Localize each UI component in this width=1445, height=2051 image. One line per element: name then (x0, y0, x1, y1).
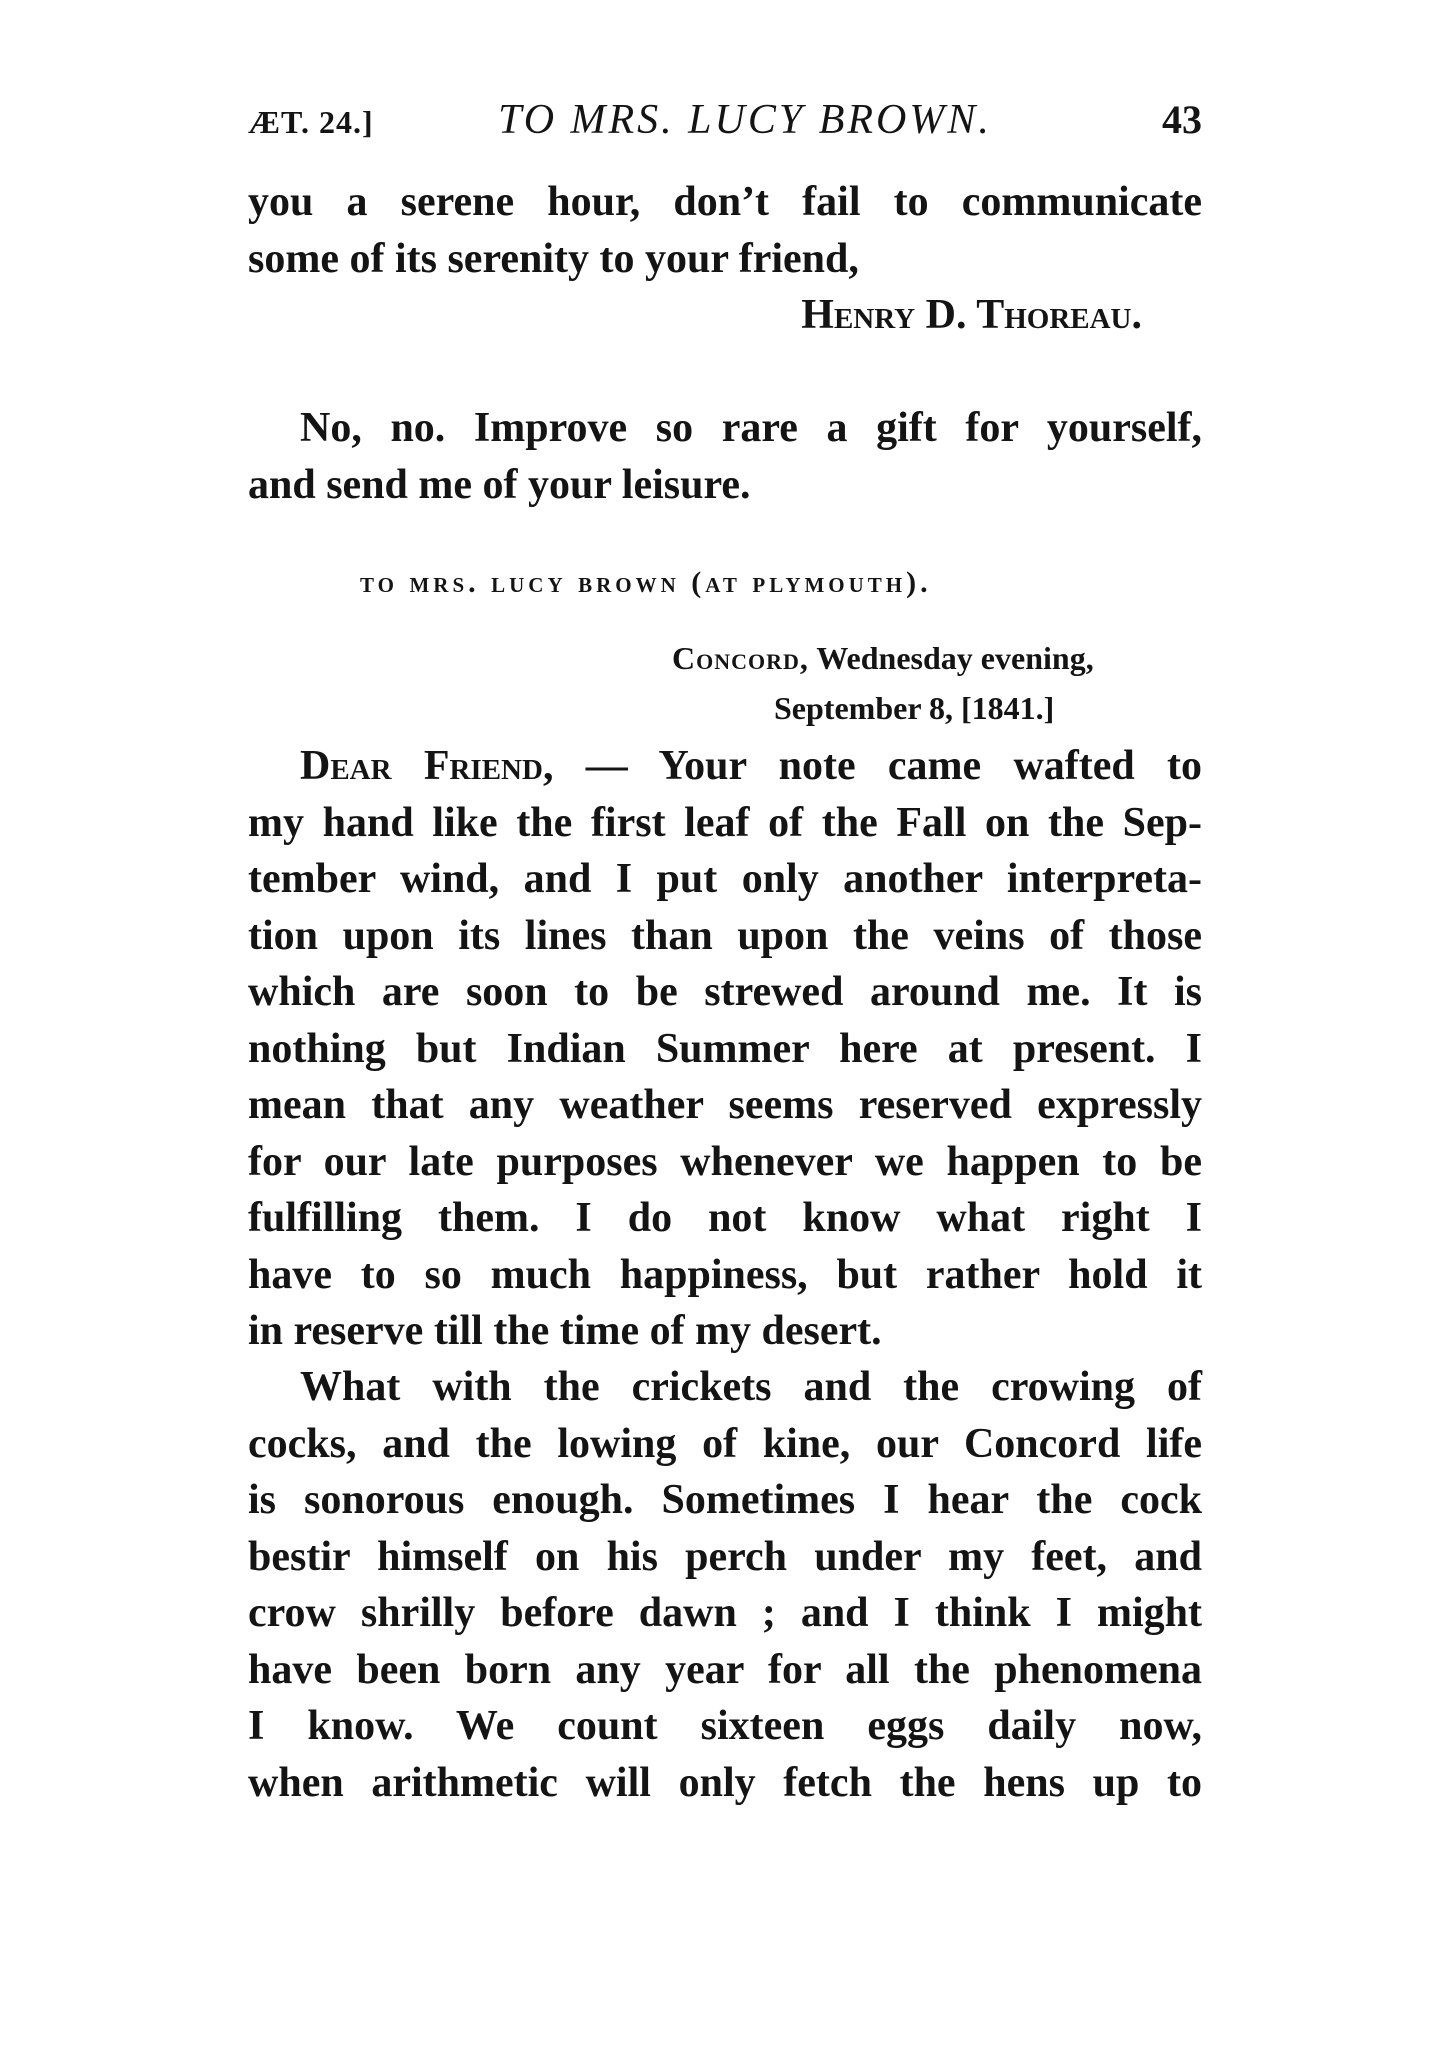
body-line: my hand like the first leaf of the Fall on the Sep- (248, 799, 1202, 846)
body-line: No, no. Improve so rare a gift for yourself, (300, 405, 1202, 451)
postscript (248, 400, 1202, 513)
body-line: have been born any year for all the phenomena (248, 1646, 1202, 1693)
body-line: crow shrilly before dawn ; and I think I might (248, 1590, 1202, 1636)
body-line: have to so much happiness, but rather hold it (248, 1251, 1202, 1298)
letter-date-line-2: September 8, [1841.] (774, 690, 1055, 726)
body-line: is sonorous enough. Sometimes I hear the cock (248, 1477, 1202, 1523)
running-header-title: TO MRS. LUCY BROWN. (498, 97, 992, 143)
letter-dateline (672, 640, 1094, 677)
body-line: tember wind, and I put only another interpreta- (248, 856, 1202, 902)
body-line: mean that any weather seems reserved expressly (248, 1082, 1202, 1128)
salutation: Dear Friend, (300, 743, 554, 789)
body-line: tion upon its lines than upon the veins of those (248, 912, 1202, 959)
page-number: 43 (1162, 97, 1202, 142)
letter-heading: to mrs. lucy brown (at plymouth). (360, 566, 932, 599)
body-line: and send me of your leisure. (248, 461, 751, 508)
letter-date-line-1: Wednesday evening, (816, 640, 1094, 676)
letter-paragraph-1 (248, 738, 1202, 1360)
body-line-text: — Your note came wafted to (585, 743, 1203, 789)
body-line: in reserve till the time of my desert. (248, 1308, 882, 1354)
body-line (248, 738, 1202, 795)
previous-letter-closing (248, 174, 1202, 344)
body-line: bestir himself on his perch under my feet, and (248, 1533, 1202, 1580)
body-line: nothing but Indian Summer here at present. I (248, 1025, 1202, 1072)
body-line: some of its serenity to your friend, (248, 235, 859, 282)
body-line: for our late purposes whenever we happen to be (248, 1138, 1202, 1185)
body-line: cocks, and the lowing of kine, our Concord life (248, 1420, 1202, 1467)
body-line: I know. We count sixteen eggs daily now, (248, 1703, 1202, 1749)
letter-place: Concord, (672, 640, 809, 676)
body-line: when arithmetic will only fetch the hens up to (248, 1759, 1202, 1806)
running-header (248, 96, 1202, 156)
body-line: you a serene hour, don’t fail to communicate (248, 179, 1202, 225)
body-line: which are soon to be strewed around me. It is (248, 969, 1202, 1015)
body-line: What with the crickets and the crowing of (300, 1364, 1202, 1410)
signature: Henry D. Thoreau. (801, 292, 1142, 338)
letter-paragraph-2 (248, 1359, 1202, 1811)
body-line: fulfilling them. I do not know what right I (248, 1195, 1202, 1241)
running-header-age: ÆT. 24.] (248, 104, 374, 140)
